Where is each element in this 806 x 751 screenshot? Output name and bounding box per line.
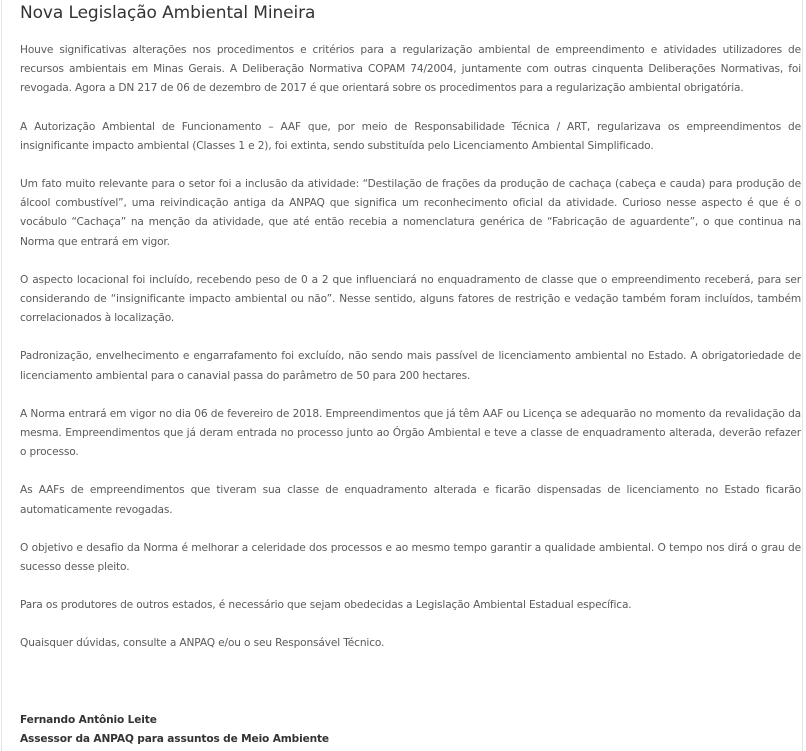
signature-name: Fernando Antônio Leite — [20, 713, 157, 726]
article — [20, 0, 801, 749]
paragraph-duvidas: Quaisquer dúvidas, consulte a ANPAQ e/ou o seu Responsável Técnico. — [20, 637, 385, 650]
paragraph-padronizacao: Padronização, envelhecimento e engarrafamento foi excluído, não sendo mais passível de licenciamento ambiental no Estado. A obrigatoriedade de licenciamento ambiental para o canavial passa do parâmetro de 50 para 200 hectares. — [20, 350, 801, 382]
article-title: Nova Legislação Ambiental Mineira — [20, 3, 316, 23]
signature-role: Assessor da ANPAQ para assuntos de Meio Ambiente — [20, 732, 329, 745]
paragraph-outros-estados: Para os produtores de outros estados, é necessário que sejam obedecidas a Legislação Ambiental Estadual específica. — [20, 599, 632, 612]
paragraph-locacional: O aspecto locacional foi incluído, recebendo peso de 0 a 2 que influenciará no enquadramento de classe que o empreendimento receberá, para ser considerando de “insignificante impacto ambiental ou não”. Nesse sentido, alguns fatores de restrição e vedação também foram incluídos, também correlacionados à localização. — [20, 273, 801, 325]
paragraph-aafs-revogadas: As AAFs de empreendimentos que tiveram sua classe de enquadramento alterada e ficarão dispensadas de licenciamento no Estado ficarão automaticamente revogadas. — [20, 484, 801, 516]
paragraph-vigor: A Norma entrará em vigor no dia 06 de fevereiro de 2018. Empreendimentos que já têm AAF ou Licença se adequarão no momento da revalidação da mesma. Empreendimentos que já deram entrada no processo junto ao Órgão Ambiental e teve a classe de enquadramento alterada, deverão refazer o processo. — [20, 407, 801, 459]
paragraph-cachaca: Um fato muito relevante para o setor foi a inclusão da atividade: “Destilação de frações da produção de cachaça (cabeça e cauda) para produção de álcool combustível”, uma reivindicação antiga da ANPAQ que significa um reconhecimento oficial da atividade. Curioso nesse aspecto é que é o vocábulo “Cachaça” na menção da atividade, que até então recebia a nomenclatura genérica de “Fabricação de aguardente”, o que continua na Norma que entrará em vigor. — [20, 178, 801, 248]
signature-spacer — [20, 673, 801, 711]
paragraph-regularizacao: Houve significativas alterações nos procedimentos e critérios para a regularização ambiental de empreendimento e atividades utilizadores de recursos ambientais em Minas Gerais. A Deliberação Normativa COPAM 74/2004, juntamente com outras cinquenta Deliberações Normativas, foi revogada. Agora a DN 217 de 06 de dezembro de 2017 é que orientará sobre os procedimentos para a regularização ambiental obrigatória. — [20, 44, 801, 95]
paragraph-aaf: A Autorização Ambiental de Funcionamento – AAF que, por meio de Responsabilidade Técnica / ART, regularizava os empreendimentos de insignificante impacto ambiental (Classes 1 e 2), foi extinta, sendo substituída pelo Licenciamento Ambiental Simplificado. — [20, 120, 801, 152]
paragraph-objetivo: O objetivo e desafio da Norma é melhorar a celeridade dos processos e ao mesmo tempo garantir a qualidade ambiental. O tempo nos dirá o grau de sucesso desse pleito. — [20, 541, 801, 574]
